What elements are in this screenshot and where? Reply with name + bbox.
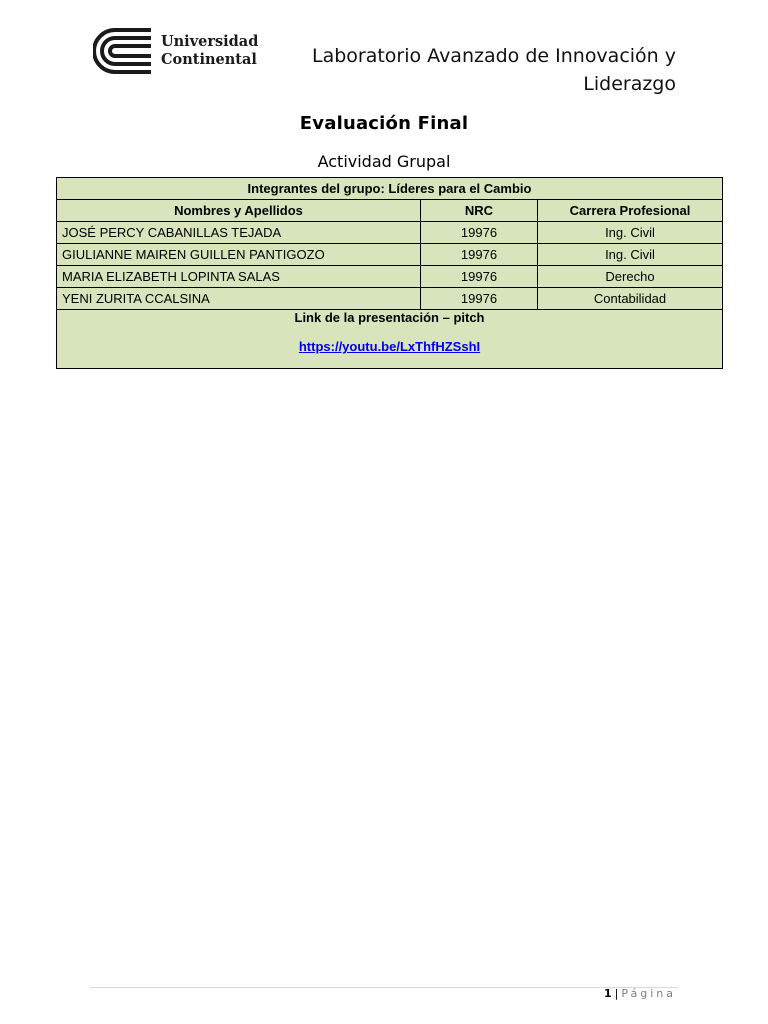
member-nrc: 19976 <box>421 222 538 244</box>
table-row <box>57 288 723 310</box>
link-label: Link de la presentación – pitch <box>294 310 485 326</box>
document-title-line2: Liderazgo <box>583 73 676 95</box>
page-number <box>604 987 676 1000</box>
column-header-row <box>57 200 723 222</box>
university-logo-icon <box>93 28 153 74</box>
link-cell <box>57 310 723 369</box>
table-row <box>57 266 723 288</box>
column-header-nrc: NRC <box>421 200 538 222</box>
member-career: Ing. Civil <box>538 222 723 244</box>
table-row <box>57 222 723 244</box>
member-nrc: 19976 <box>421 288 538 310</box>
page-number-value: 1 <box>603 987 612 1000</box>
page-separator: | <box>614 987 619 1000</box>
group-header-row <box>57 178 723 200</box>
logo-text-line1: Universidad <box>161 33 259 50</box>
footer-divider <box>90 987 678 988</box>
group-header: Integrantes del grupo: Líderes para el Cambio <box>57 178 723 200</box>
member-name: YENI ZURITA CCALSINA <box>57 288 421 310</box>
member-career: Ing. Civil <box>538 244 723 266</box>
member-nrc: 19976 <box>421 266 538 288</box>
logo-text-line2: Continental <box>161 51 257 68</box>
evaluation-title: Evaluación Final <box>299 113 469 134</box>
member-name: JOSÉ PERCY CABANILLAS TEJADA <box>57 222 421 244</box>
member-nrc: 19976 <box>421 244 538 266</box>
column-header-career: Carrera Profesional <box>538 200 723 222</box>
presentation-link[interactable]: https://youtu.be/LxThfHZSshI <box>298 339 481 355</box>
link-row <box>57 310 723 369</box>
activity-title: Actividad Grupal <box>317 152 451 171</box>
table-row <box>57 244 723 266</box>
member-name: GIULIANNE MAIREN GUILLEN PANTIGOZO <box>57 244 421 266</box>
document-title-line1: Laboratorio Avanzado de Innovación y <box>311 45 676 67</box>
university-logo <box>93 28 259 74</box>
document-title <box>312 42 676 98</box>
page-word: Página <box>621 987 676 1000</box>
member-career: Contabilidad <box>538 288 723 310</box>
group-table <box>56 177 723 369</box>
member-name: MARIA ELIZABETH LOPINTA SALAS <box>57 266 421 288</box>
logo-text <box>161 33 258 69</box>
member-career: Derecho <box>538 266 723 288</box>
column-header-name: Nombres y Apellidos <box>57 200 421 222</box>
